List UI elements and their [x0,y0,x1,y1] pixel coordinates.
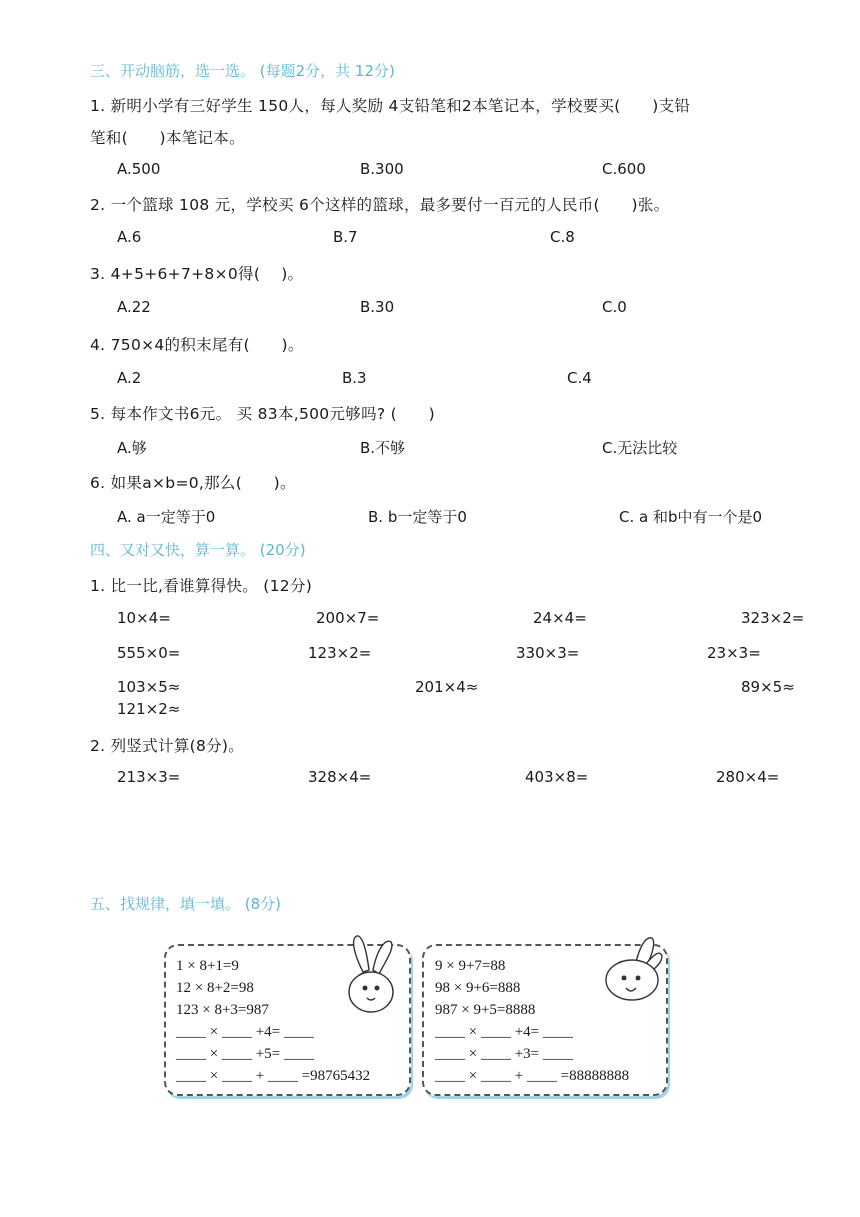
pattern-left-line: 12 × 8+2=98 [176,980,254,996]
calc-item: 10×4= [117,609,171,627]
pattern-right-line: 9 × 9+7=88 [435,958,506,974]
pattern-right-line: ____ × ____ +4= ____ [435,1024,573,1040]
calc-item: 330×3= [516,644,580,662]
q1-option-a: A.500 [117,160,161,178]
calc-item: 103×5≈ [117,678,181,696]
question-6: 6. 如果a×b=0,那么( )。 [90,474,296,492]
pattern-right-line: 98 × 9+6=888 [435,980,521,996]
q5-option-a: A.够 [117,439,147,457]
q6-option-c: C. a 和b中有一个是0 [619,508,763,526]
calc-item: 213×3= [117,768,181,786]
calc-item: 555×0= [117,644,181,662]
pattern-left-line: 1 × 8+1=9 [176,958,239,974]
section-4-title: 四、又对又快，算一算。 (20分) [90,541,306,559]
pattern-left-line: ____ × ____ + ____ =98765432 [176,1068,371,1084]
rabbit-illustration-right [596,932,666,1012]
question-4: 4. 750×4的积末尾有( )。 [90,336,304,354]
q4-option-b: B.3 [342,369,367,387]
q3-option-b: B.30 [360,298,395,316]
calc-item: 201×4≈ [415,678,479,696]
calc-item: 323×2= [741,609,805,627]
pattern-right-line: ____ × ____ + ____ =88888888 [435,1068,630,1084]
calc-item: 403×8= [525,768,589,786]
pattern-left-line: 123 × 8+3=987 [176,1002,269,1018]
question-1-line2: 笔和( )本笔记本。 [90,129,245,147]
question-1-line1: 1. 新明小学有三好学生 150人，每人奖励 4支铅笔和2本笔记本，学校要买( )支铅 [90,97,691,115]
question-2: 2. 一个篮球 108 元，学校买 6个这样的篮球，最多要付一百元的人民币( )张。 [90,196,670,214]
q2-option-c: C.8 [550,228,575,246]
q6-option-b: B. b一定等于0 [368,508,467,526]
calc-q2-title: 2. 列竖式计算(8分)。 [90,737,245,755]
question-3: 3. 4+5+6+7+8×0得( )。 [90,265,304,283]
rabbit-illustration-left [333,932,405,1020]
pattern-right-line: ____ × ____ +3= ____ [435,1046,573,1062]
calc-item: 23×3= [707,644,761,662]
q5-option-b: B.不够 [360,439,406,457]
q1-option-c: C.600 [602,160,646,178]
q3-option-c: C.0 [602,298,627,316]
calc-item: 200×7= [316,609,380,627]
calc-item: 24×4= [533,609,587,627]
calc-item: 121×2≈ [117,700,181,718]
section-3-title: 三、开动脑筋，选一选。 (每题2分，共 12分) [90,62,395,80]
q6-option-a: A. a一定等于0 [117,508,216,526]
calc-item: 123×2= [308,644,372,662]
pattern-left-line: ____ × ____ +4= ____ [176,1024,314,1040]
q4-option-a: A.2 [117,369,142,387]
q5-option-c: C.无法比较 [602,439,678,457]
q2-option-b: B.7 [333,228,358,246]
q4-option-c: C.4 [567,369,592,387]
pattern-right-line: 987 × 9+5=8888 [435,1002,536,1018]
calc-item: 328×4= [308,768,372,786]
calc-item: 89×5≈ [741,678,795,696]
section-5-title: 五、找规律，填一填。 (8分) [90,895,282,913]
calc-item: 280×4= [716,768,780,786]
q3-option-a: A.22 [117,298,151,316]
q1-option-b: B.300 [360,160,404,178]
question-5: 5. 每本作文书6元。 买 83本,500元够吗? ( ) [90,405,435,423]
pattern-left-line: ____ × ____ +5= ____ [176,1046,314,1062]
calc-q1-title: 1. 比一比,看谁算得快。 (12分) [90,577,313,595]
q2-option-a: A.6 [117,228,142,246]
